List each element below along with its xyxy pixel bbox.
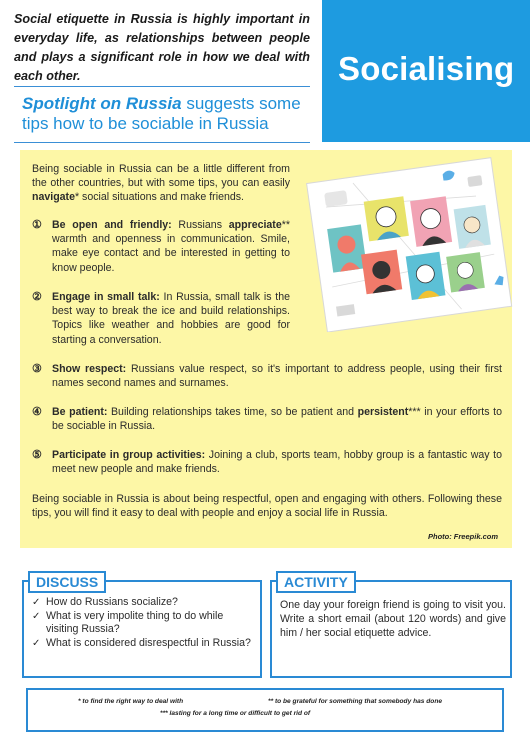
page-title: Socialising	[338, 50, 515, 87]
lead-paragraph: Being sociable in Russia can be a little different from the other countries, but with some tips, you can easily navigate* social situations and make friends.	[32, 163, 290, 204]
discuss-title: DISCUSS	[28, 571, 106, 593]
spotlight-brand: Spotlight on Russia	[22, 94, 182, 113]
tip-number-1: ①	[32, 219, 42, 231]
tip-3: Show respect: Russians value respect, so it's important to address people, using their first names second names and surnames.	[52, 363, 502, 390]
activity-title: ACTIVITY	[276, 571, 356, 593]
activity-box	[270, 580, 512, 678]
tip-4: Be patient: Building relationships takes time, so be patient and persistent*** in your efforts to be sociable in Russia.	[52, 406, 502, 433]
spotlight-heading	[22, 94, 310, 134]
divider-top	[14, 86, 310, 87]
footnote-1: * to find the right way to deal with	[78, 698, 184, 705]
check-icon: ✓	[32, 610, 41, 622]
footnote-3: *** lasting for a long time or difficult to get rid of	[160, 710, 311, 717]
tip-1: Be open and friendly: Russians appreciate** warmth and openness in communication. Smile, make eye contact and be interested in getting to know people.	[52, 219, 290, 274]
list-item: ✓ What is considered disrespectful in Russia?	[32, 636, 251, 649]
activity-text: One day your foreign friend is going to visit you. Write a short email (about 120 words) and give him / her social etiquette advice.	[280, 599, 506, 640]
list-item: ✓ What is very impolite thing to do while visiting Russia?	[32, 609, 224, 636]
divider-bottom	[14, 142, 310, 143]
spotlight-rest: suggests some tips how to be sociable in Russia	[22, 94, 301, 133]
photo-credit: Photo: Freepik.com	[427, 532, 498, 541]
tip-number-3: ③	[32, 363, 42, 375]
footnote-2: ** to be grateful for something that somebody has done	[268, 698, 443, 705]
tip-number-2: ②	[32, 291, 42, 303]
list-item: ✓ How do Russians socialize?	[32, 596, 178, 608]
title-banner	[322, 0, 530, 142]
closing-paragraph: Being sociable in Russia is about being respectful, open and engaging with others. Following these tips, you will find it easy to deal with people and enjoy a social life in Russia.	[32, 493, 502, 520]
tip-number-4: ④	[32, 406, 42, 418]
check-icon: ✓	[32, 637, 41, 649]
social-network-illustration	[302, 156, 514, 332]
tip-2: Engage in small talk: In Russia, small talk is the best way to break the ice and build relationships. Topics like weather and hobbies are good for starting a conversation.	[52, 291, 290, 346]
check-icon: ✓	[32, 597, 41, 608]
discuss-list	[32, 596, 256, 650]
tip-5: Participate in group activities: Joining a club, sports team, hobby group is a fantastic way to meet new people and make friends.	[52, 449, 502, 476]
discuss-box	[22, 580, 262, 678]
tip-number-5: ⑤	[32, 449, 42, 461]
intro-paragraph: Social etiquette in Russia is highly important in everyday life, as relationships between people and plays a significant role in how we deal with each other.	[14, 12, 310, 83]
footnotes-box	[26, 688, 504, 732]
